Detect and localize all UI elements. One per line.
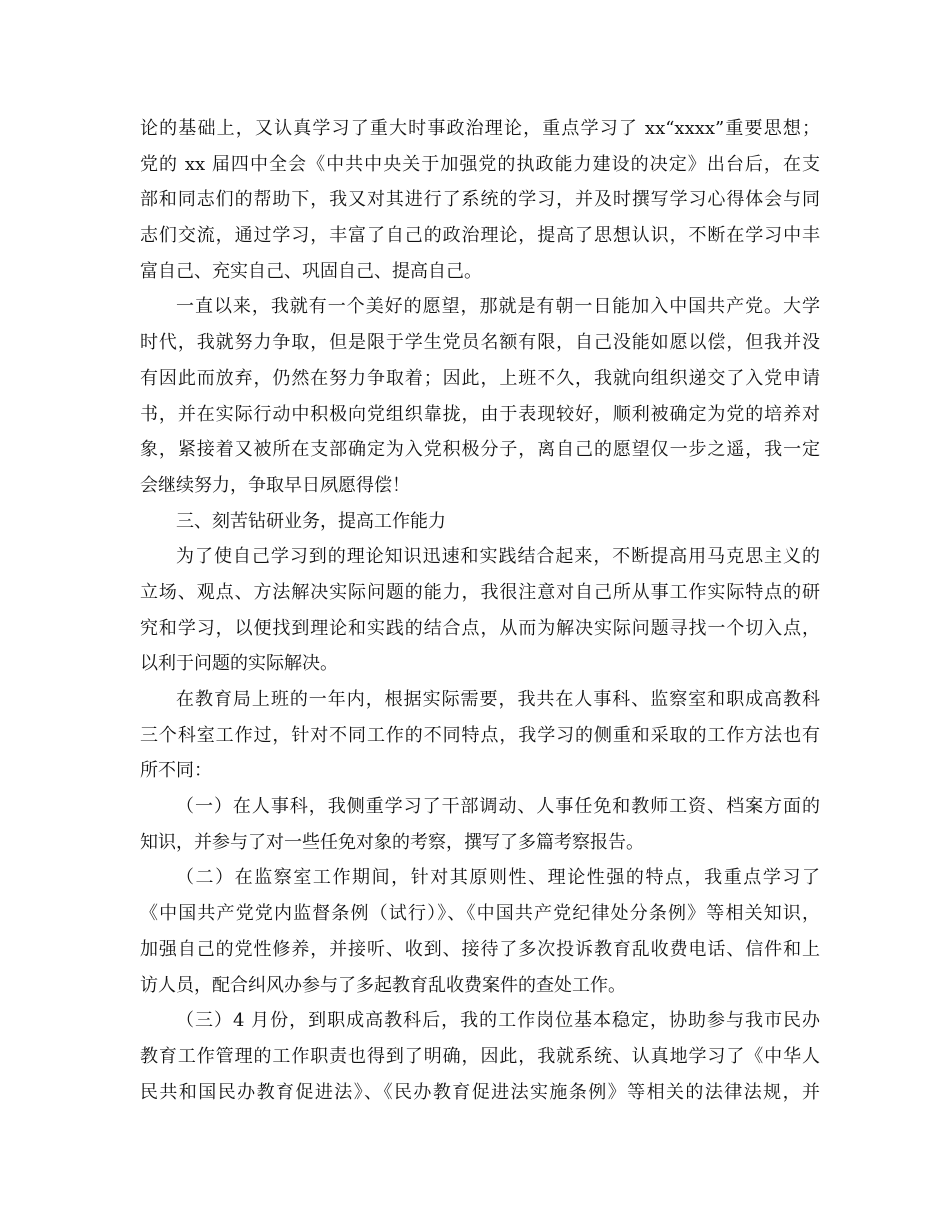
text-line: （三）4 月份，到职成高教科后，我的工作岗位基本稳定，协助参与我市民办 <box>176 1010 820 1032</box>
text-line: 教育工作管理的工作职责也得到了明确，因此，我就系统、认真地学习了《中华人 <box>140 1045 820 1067</box>
text-line: 立场、观点、方法解决实际问题的能力，我很注意对自己所从事工作实际特点的研 <box>140 581 820 603</box>
text-line: 三个科室工作过，针对不同工作的不同特点，我学习的侧重和采取的工作方法也有 <box>140 724 820 746</box>
text-line: 加强自己的党性修养，并接听、收到、接待了多次投诉教育乱收费电话、信件和上 <box>140 938 820 960</box>
text-line: 党的 xx 届四中全会《中共中央关于加强党的执政能力建设的决定》出台后，在支 <box>140 153 820 175</box>
text-line: 为了使自己学习到的理论知识迅速和实践结合起来，不断提高用马克思主义的 <box>176 546 820 568</box>
text-line: 志们交流，通过学习，丰富了自己的政治理论，提高了思想认识，不断在学习中丰 <box>140 225 820 247</box>
text-line: 书，并在实际行动中积极向党组织靠拢，由于表现较好，顺利被确定为党的培养对 <box>140 403 820 425</box>
text-line: 以利于问题的实际解决。 <box>140 653 338 675</box>
text-line: 民共和国民办教育促进法》、《民办教育促进法实施条例》等相关的法律法规，并 <box>140 1081 820 1103</box>
text-line: （二）在监察室工作期间，针对其原则性、理论性强的特点，我重点学习了 <box>176 867 820 889</box>
text-line: 一直以来，我就有一个美好的愿望，那就是有朝一日能加入中国共产党。大学 <box>176 296 820 318</box>
text-line: 访人员，配合纠风办参与了多起教育乱收费案件的查处工作。 <box>140 974 626 996</box>
text-line: 时代，我就努力争取，但是限于学生党员名额有限，自己没能如愿以偿，但我并没 <box>140 332 820 354</box>
text-line: （一）在人事科，我侧重学习了干部调动、人事任免和教师工资、档案方面的 <box>176 796 820 818</box>
section-heading: 三、刻苦钻研业务，提高工作能力 <box>176 510 446 532</box>
text-line: 所不同： <box>140 760 212 782</box>
document-body <box>140 111 820 1110</box>
text-line: 《中国共产党党内监督条例（试行）》、《中国共产党纪律处分条例》等相关知识， <box>140 903 820 925</box>
text-line: 究和学习，以便找到理论和实践的结合点，从而为解决实际问题寻找一个切入点， <box>140 617 820 639</box>
text-line: 有因此而放弃，仍然在努力争取着；因此，上班不久，我就向组织递交了入党申请 <box>140 367 820 389</box>
text-line: 象，紧接着又被所在支部确定为入党积极分子，离自己的愿望仅一步之遥，我一定 <box>140 439 820 461</box>
text-line: 论的基础上，又认真学习了重大时事政治理论，重点学习了 xx“xxxx”重要思想； <box>140 118 820 139</box>
text-line: 会继续努力，争取早日夙愿得偿！ <box>140 474 410 496</box>
text-line: 知识，并参与了对一些任免对象的考察，撰写了多篇考察报告。 <box>140 831 644 853</box>
text-line: 部和同志们的帮助下，我又对其进行了系统的学习，并及时撰写学习心得体会与同 <box>140 189 820 211</box>
text-line: 富自己、充实自己、巩固自己、提高自己。 <box>140 260 482 282</box>
text-line: 在教育局上班的一年内，根据实际需要，我共在人事科、监察室和职成高教科 <box>176 689 820 710</box>
